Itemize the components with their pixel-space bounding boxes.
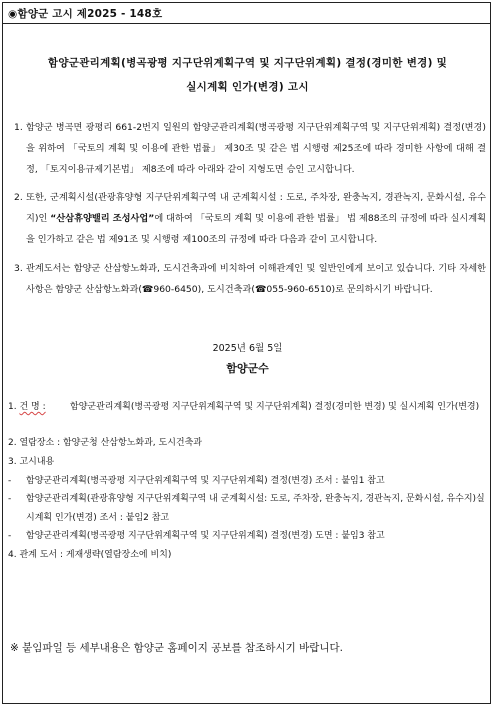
notice-signer: 함양군수 xyxy=(226,362,269,375)
notice-header xyxy=(2,2,491,24)
detail-item-4: 4. 관계 도서 : 게재생략(열람장소에 비치) xyxy=(8,549,172,560)
detail-item-2: 2. 열람장소 : 함양군청 산삼항노화과, 도시건축과 xyxy=(8,438,202,448)
paragraph-2-text-a: 또한, 군계획시설(관광휴양형 지구단위계획구역 내 군계획시설 : 도로, 주차장, 완충녹지, 경관녹지, 문화시설, 유수지)인 xyxy=(26,192,486,224)
notice-title-line1: 함양군관리계획(병곡광평 지구단위계획구역 및 지구단위계획) 결정(경미한 변경) 및 xyxy=(47,57,448,69)
detail-item-3-title: 3. 고시내용 xyxy=(8,457,55,467)
project-name: “산삼휴양밸리 조성사업” xyxy=(50,212,155,224)
paragraph-1 xyxy=(14,118,486,180)
detail-list-item: - 함양군관리계획(관광휴양형 지구단위계획구역 내 군계획시설: 도로, 주차장, 완충녹지, 경관녹지, 문화시설, 유수지)실시계획 인가(변경) 조서 : 붙임2 참고 xyxy=(8,490,486,527)
detail-item-1-label: 건 명 : xyxy=(19,402,46,412)
detail-list-item: - 함양군관리계획(병곡광평 지구단위계획구역 및 지구단위계획) 결정(변경) 도면 : 붙임3 참고 xyxy=(8,527,486,546)
paragraph-2-text-b: 에 대하여 「국토의 계획 및 이용에 관한 법률」 법 제88조의 규정에 따라 실시계획을 인가하고 같은 법 제91조 및 시행령 제100조의 규정에 따라 다음과 같이 고시합니다. xyxy=(26,212,486,245)
detail-list-item: - 함양군관리계획(병곡광평 지구단위계획구역 및 지구단위계획) 결정(변경) 조서 : 붙임1 참고 xyxy=(8,472,486,491)
paragraph-1-number: 1. xyxy=(14,122,23,133)
detail-list-item-text: 함양군관리계획(병곡광평 지구단위계획구역 및 지구단위계획) 결정(변경) 조서 : 붙임1 참고 xyxy=(26,475,385,486)
notice-date: 2025년 6월 5일 xyxy=(212,343,283,354)
detail-list-item-text: 함양군관리계획(관광휴양형 지구단위계획구역 내 군계획시설: 도로, 주차장, 완충녹지, 경관녹지, 문화시설, 유수지)실시계획 인가(변경) 조서 : 붙임2 참고 xyxy=(26,494,485,523)
detail-list-item-text: 함양군관리계획(병곡광평 지구단위계획구역 및 지구단위계획) 결정(변경) 도면 : 붙임3 참고 xyxy=(26,531,385,541)
detail-item-3 xyxy=(8,453,486,564)
paragraph-2 xyxy=(14,188,486,250)
notice-title-line2: 실시계획 인가(변경) 고시 xyxy=(186,81,309,93)
detail-item-1 xyxy=(8,398,486,417)
footnote: ※ 붙임파일 등 세부내용은 함양군 홈페이지 공보를 참조하시기 바랍니다. xyxy=(10,642,343,654)
paragraph-2-text xyxy=(26,188,486,250)
paragraph-2-number: 2. xyxy=(14,192,23,203)
paragraph-1-text: 함양군 병곡면 광평리 661-2번지 일원의 함양군관리계획(병곡광평 지구단위계획구역 및 지구단위계획) 결정(변경)을 위하여 「국토의 계획 및 이용에 관한 법률」 제30조 및 같은 법 시행령 제25조에 따라 경미한 사항에 대해 결정, 「토지이용규제기본법」 제8조에 따라 아래와 같이 지형도면 승인 고시합니다. xyxy=(26,122,486,175)
paragraph-3-number: 3. xyxy=(14,263,23,274)
detail-item-1-number: 1. xyxy=(8,402,17,412)
notice-number: ◉함양군 고시 제2025 - 148호 xyxy=(8,8,163,20)
detail-item-1-content: 함양군관리계획(병곡광평 지구단위계획구역 및 지구단위계획) 결정(경미한 변경) 및 실시계획 인가(변경) xyxy=(70,402,480,412)
paragraph-3 xyxy=(14,259,486,301)
paragraph-3-text: 관계도서는 함양군 산삼항노화과, 도시건축과에 비치하여 이해관계인 및 일반인에게 보이고 있습니다. 기타 자세한 사항은 함양군 산삼항노화과(☎960-6450), 도시건축과(☎055-960-6510)로 문의하시기 바랍니다. xyxy=(26,263,486,295)
